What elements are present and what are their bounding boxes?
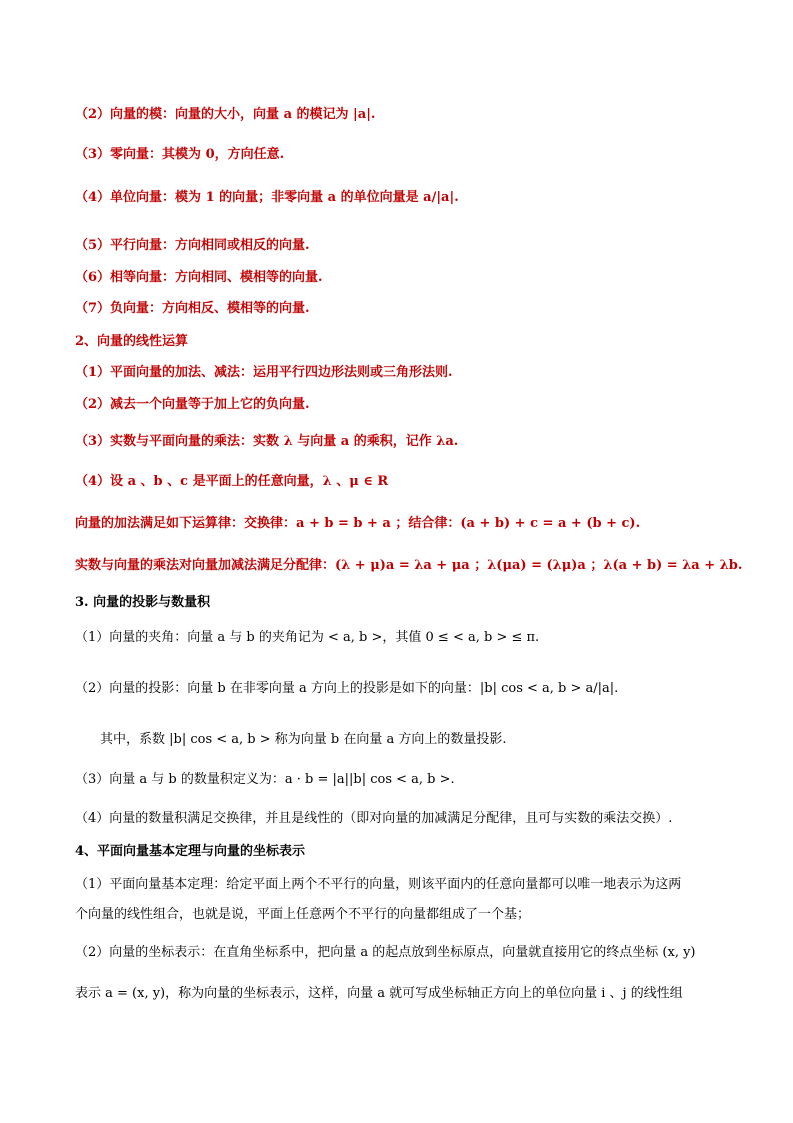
line-negative-vector: （7）负向量：方向相反、模相等的向量.	[75, 301, 310, 316]
line-scalar-multiplication: （3）实数与平面向量的乘法：实数 λ 与向量 a 的乘积，记作 λa.	[75, 434, 459, 449]
line-vector-angle: （1）向量的夹角：向量 a 与 b 的夹角记为 < a, b >，其值 0 ≤ < a, b > ≤ π.	[75, 630, 540, 645]
line-parallel-vector: （5）平行向量：方向相同或相反的向量.	[75, 238, 310, 253]
line-coordinate-representation: （2）向量的坐标表示：在直角坐标系中，把向量 a 的起点放到坐标原点，向量就直接用它的终点坐标 (x, y)	[75, 945, 696, 960]
line-unit-vector: （4）单位向量：模为 1 的向量；非零向量 a 的单位向量是 a/|a|.	[75, 190, 459, 205]
line-vector-projection: （2）向量的投影：向量 b 在非零向量 a 方向上的投影是如下的向量：|b| cos < a, b > a/|a|.	[75, 681, 619, 696]
line-distributive-laws: 实数与向量的乘法对向量加减法满足分配律：(λ + μ)a = λa + μa ；λ(μa) = (λμ)a ；λ(a + b) = λa + λb.	[75, 558, 743, 573]
heading-basis-coordinates: 4、平面向量基本定理与向量的坐标表示	[75, 844, 306, 859]
line-coordinate-representation-cont: 表示 a = (x, y)，称为向量的坐标表示，这样，向量 a 就可写成坐标轴正方向上的单位向量 i 、j 的线性组	[75, 986, 683, 1001]
line-dot-product-properties: （4）向量的数量积满足交换律，并且是线性的（即对向量的加减满足分配律，且可与实数的乘法交换）.	[75, 811, 673, 826]
line-basic-theorem: （1）平面向量基本定理：给定平面上两个不平行的向量，则该平面内的任意向量都可以唯一地表示为这两	[75, 877, 682, 892]
line-zero-vector: （3）零向量：其模为 0，方向任意.	[75, 147, 285, 162]
heading-linear-operations: 2、向量的线性运算	[75, 334, 189, 349]
line-arbitrary-vectors: （4）设 a 、b 、c 是平面上的任意向量，λ 、μ ∈ R	[75, 474, 389, 489]
line-basic-theorem-cont: 个向量的线性组合，也就是说，平面上任意两个不平行的向量都组成了一个基；	[75, 907, 531, 922]
line-scalar-projection: 其中，系数 |b| cos < a, b > 称为向量 b 在向量 a 方向上的数量投影.	[100, 732, 507, 747]
line-subtract-negative: （2）减去一个向量等于加上它的负向量.	[75, 397, 310, 412]
line-vector-magnitude: （2）向量的模：向量的大小，向量 a 的模记为 |a|.	[75, 107, 376, 122]
line-addition-subtraction: （1）平面向量的加法、减法：运用平行四边形法则或三角形法则.	[75, 365, 453, 380]
heading-projection-dot-product: 3. 向量的投影与数量积	[75, 595, 211, 610]
line-addition-laws: 向量的加法满足如下运算律：交换律：a + b = b + a ；结合律：(a + b) + c = a + (b + c).	[75, 516, 641, 531]
line-equal-vector: （6）相等向量：方向相同、模相等的向量.	[75, 270, 323, 285]
line-dot-product-definition: （3）向量 a 与 b 的数量积定义为：a · b = |a||b| cos < a, b >.	[75, 772, 455, 787]
